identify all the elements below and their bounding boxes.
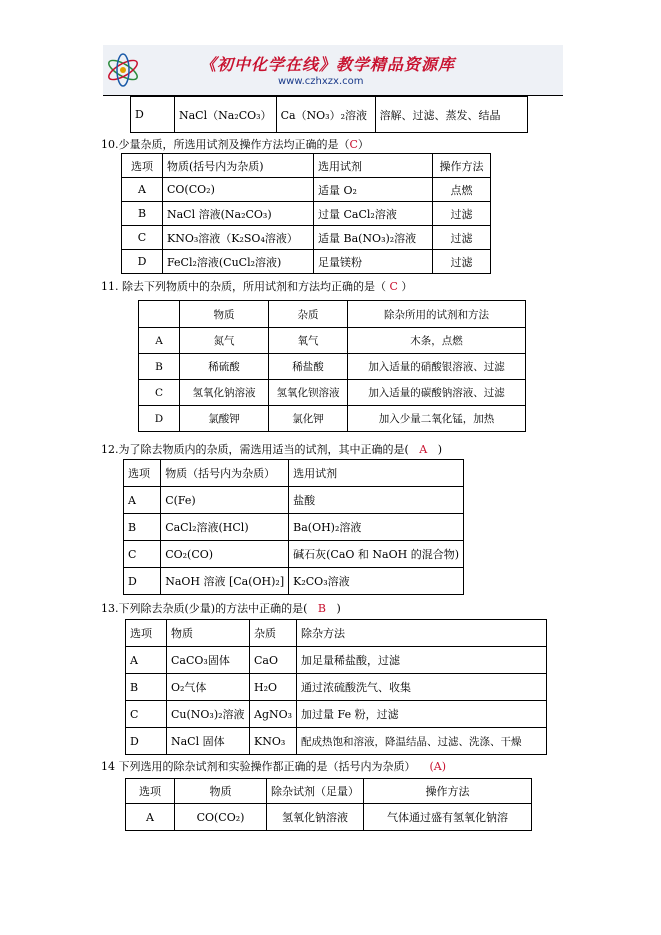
table-cell: 稀硫酸 bbox=[180, 354, 269, 380]
top-carryover-table bbox=[130, 96, 528, 133]
table-cell: NaOH 溶液 [Ca(OH)₂] bbox=[161, 568, 289, 595]
table-cell: NaCl（Na₂CO₃） bbox=[175, 97, 277, 133]
table-cell: 除杂试剂（足量） bbox=[267, 779, 364, 804]
table-row bbox=[126, 728, 547, 755]
table-cell: 操作方法 bbox=[364, 779, 532, 804]
table-cell: 选用试剂 bbox=[289, 460, 464, 487]
table-row bbox=[126, 701, 547, 728]
table-cell: 物质 bbox=[175, 779, 267, 804]
table-row bbox=[124, 487, 464, 514]
table-cell: 加过量 Fe 粉，过滤 bbox=[297, 701, 547, 728]
table-cell: 加入适量的硝酸银溶液、过滤 bbox=[348, 354, 526, 380]
table-cell: 足量镁粉 bbox=[314, 250, 433, 274]
q10-table bbox=[121, 153, 491, 274]
table-cell: Ba(OH)₂溶液 bbox=[289, 514, 464, 541]
table-cell: 选项 bbox=[124, 460, 161, 487]
table-cell: 气体通过盛有氢氧化钠溶 bbox=[364, 804, 532, 831]
table-cell: A bbox=[126, 647, 167, 674]
table-cell: NaCl 固体 bbox=[167, 728, 250, 755]
table-cell: C bbox=[122, 226, 163, 250]
table-cell: 物质 bbox=[167, 620, 250, 647]
table-row bbox=[126, 804, 532, 831]
table-cell: CaCO₃固体 bbox=[167, 647, 250, 674]
table-row bbox=[126, 647, 547, 674]
table-cell: 过滤 bbox=[433, 226, 491, 250]
table-cell: CaO bbox=[250, 647, 297, 674]
table-cell: B bbox=[126, 674, 167, 701]
table-cell: O₂气体 bbox=[167, 674, 250, 701]
table-row bbox=[122, 226, 491, 250]
table-cell: 氢氧化钡溶液 bbox=[269, 380, 348, 406]
table-cell: FeCl₂溶液(CuCl₂溶液) bbox=[163, 250, 314, 274]
table-cell: 氢氧化钠溶液 bbox=[267, 804, 364, 831]
table-cell: C(Fe) bbox=[161, 487, 289, 514]
table-cell: 选项 bbox=[126, 779, 175, 804]
table-header-row bbox=[124, 460, 464, 487]
table-cell: 溶解、过滤、蒸发、结晶 bbox=[375, 97, 527, 133]
table-cell: H₂O bbox=[250, 674, 297, 701]
table-cell: 选项 bbox=[126, 620, 167, 647]
table-cell: D bbox=[126, 728, 167, 755]
table-cell: 加足量稀盐酸，过滤 bbox=[297, 647, 547, 674]
table-cell: 氯化钾 bbox=[269, 406, 348, 432]
table-cell: 杂质 bbox=[250, 620, 297, 647]
table-cell: Cu(NO₃)₂溶液 bbox=[167, 701, 250, 728]
question-10: 10.少量杂质，所选用试剂及操作方法均正确的是（C） bbox=[101, 138, 369, 151]
header-url: www.czhxzx.com bbox=[278, 76, 364, 87]
table-row bbox=[124, 514, 464, 541]
table-header-row bbox=[139, 301, 526, 328]
table-cell: 加入少量二氧化锰，加热 bbox=[348, 406, 526, 432]
table-cell: 氮气 bbox=[180, 328, 269, 354]
table-row bbox=[139, 354, 526, 380]
table-cell: 过量 CaCl₂溶液 bbox=[314, 202, 433, 226]
table-cell: B bbox=[124, 514, 161, 541]
table-row bbox=[139, 380, 526, 406]
question-12: 12.为了除去物质内的杂质，需选用适当的试剂，其中正确的是( A ) bbox=[101, 443, 443, 456]
table-row bbox=[139, 328, 526, 354]
table-header-row bbox=[126, 779, 532, 804]
table-cell: 稀盐酸 bbox=[269, 354, 348, 380]
table-header-row bbox=[126, 620, 547, 647]
question-14: 14 下列选用的除杂试剂和实验操作都正确的是（括号内为杂质） (A) bbox=[101, 760, 447, 773]
table-row bbox=[124, 541, 464, 568]
answer: (A) bbox=[429, 760, 447, 773]
table-cell: KNO₃溶液（K₂SO₄溶液） bbox=[163, 226, 314, 250]
table-cell: 选项 bbox=[122, 154, 163, 178]
header-title: 《初中化学在线》教学精品资源库 bbox=[200, 55, 456, 74]
table-cell: A bbox=[139, 328, 180, 354]
table-row bbox=[122, 178, 491, 202]
table-cell: C bbox=[126, 701, 167, 728]
table-cell: CO₂(CO) bbox=[161, 541, 289, 568]
table-cell: D bbox=[124, 568, 161, 595]
answer: A bbox=[419, 443, 428, 456]
table-cell: CaCl₂溶液(HCl) bbox=[161, 514, 289, 541]
question-13: 13.下列除去杂质(少量)的方法中正确的是( B ) bbox=[101, 602, 341, 615]
table-cell: 过滤 bbox=[433, 250, 491, 274]
table-cell: 木条，点燃 bbox=[348, 328, 526, 354]
table-cell: CO(CO₂) bbox=[163, 178, 314, 202]
question-11: 11. 除去下列物质中的杂质，所用试剂和方法均正确的是（ C ） bbox=[101, 280, 413, 293]
table-row bbox=[139, 406, 526, 432]
answer: C bbox=[349, 138, 358, 151]
answer: C bbox=[389, 280, 398, 293]
table-row bbox=[131, 97, 528, 133]
table-cell: CO(CO₂) bbox=[175, 804, 267, 831]
table-cell: 过滤 bbox=[433, 202, 491, 226]
table-cell: C bbox=[139, 380, 180, 406]
q13-table bbox=[125, 619, 547, 755]
table-cell: 通过浓硫酸洗气、收集 bbox=[297, 674, 547, 701]
table-cell: Ca（NO₃）₂溶液 bbox=[276, 97, 375, 133]
table-cell: 选用试剂 bbox=[314, 154, 433, 178]
table-cell: 杂质 bbox=[269, 301, 348, 328]
table-cell: 点燃 bbox=[433, 178, 491, 202]
table-cell: 配成热饱和溶液，降温结晶、过滤、洗涤、干燥 bbox=[297, 728, 547, 755]
table-cell bbox=[139, 301, 180, 328]
table-row bbox=[122, 250, 491, 274]
table-cell: D bbox=[131, 97, 175, 133]
table-cell: B bbox=[139, 354, 180, 380]
table-cell: 物质（括号内为杂质） bbox=[161, 460, 289, 487]
table-cell: 氢氧化钠溶液 bbox=[180, 380, 269, 406]
q14-table bbox=[125, 778, 532, 831]
table-cell: 氧气 bbox=[269, 328, 348, 354]
table-cell: A bbox=[122, 178, 163, 202]
table-cell: 物质(括号内为杂质) bbox=[163, 154, 314, 178]
table-cell: A bbox=[124, 487, 161, 514]
table-cell: B bbox=[122, 202, 163, 226]
table-cell: 适量 O₂ bbox=[314, 178, 433, 202]
table-cell: NaCl 溶液(Na₂CO₃) bbox=[163, 202, 314, 226]
table-row bbox=[124, 568, 464, 595]
table-cell: D bbox=[139, 406, 180, 432]
table-cell: 盐酸 bbox=[289, 487, 464, 514]
answer: B bbox=[317, 602, 326, 615]
table-cell: A bbox=[126, 804, 175, 831]
q12-table bbox=[123, 459, 464, 595]
table-cell: 碱石灰(CaO 和 NaOH 的混合物) bbox=[289, 541, 464, 568]
atom-logo-icon bbox=[103, 50, 143, 90]
table-row bbox=[126, 674, 547, 701]
table-cell: K₂CO₃溶液 bbox=[289, 568, 464, 595]
table-cell: 除杂所用的试剂和方法 bbox=[348, 301, 526, 328]
table-cell: D bbox=[122, 250, 163, 274]
table-cell: C bbox=[124, 541, 161, 568]
table-cell: 操作方法 bbox=[433, 154, 491, 178]
table-header-row bbox=[122, 154, 491, 178]
table-cell: 除杂方法 bbox=[297, 620, 547, 647]
table-row bbox=[122, 202, 491, 226]
table-cell: 氯酸钾 bbox=[180, 406, 269, 432]
table-cell: 物质 bbox=[180, 301, 269, 328]
table-cell: 加入适量的碳酸钠溶液、过滤 bbox=[348, 380, 526, 406]
table-cell: KNO₃ bbox=[250, 728, 297, 755]
q11-table bbox=[138, 300, 526, 432]
table-cell: 适量 Ba(NO₃)₂溶液 bbox=[314, 226, 433, 250]
table-cell: AgNO₃ bbox=[250, 701, 297, 728]
